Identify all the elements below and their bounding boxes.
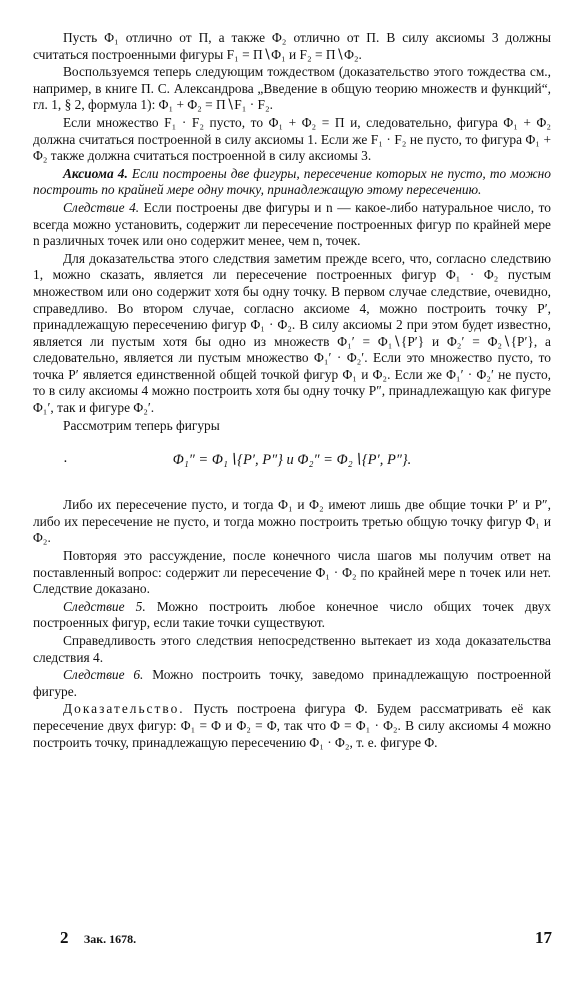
corollary-4	[33, 200, 551, 250]
page-body	[33, 30, 551, 752]
corollary-4-text: Если построены две фигуры и n — какое-либо натуральное число, то всегда можно установить, содержит ли пересечение построенных фигур по крайней мере n различных точек или оно содержит менее, чем n, точек.	[33, 199, 551, 249]
formula-bullet: ·	[63, 454, 68, 471]
page-number: 17	[535, 928, 552, 947]
formula-text: Φ₁″ = Φ₁∖{P′, P″} и Φ₂″ = Φ₂∖{P′, P″}.	[172, 452, 412, 469]
order-number: Зак. 1678.	[83, 932, 137, 946]
signature-number: 2	[60, 928, 69, 947]
corollary-4-proof: Для доказательства этого следствия заметим прежде всего, что, согласно следствию 1, можно сказать, является ли пересечение построенных фигур Φ₁ · Φ₂ пустым множеством или оно содержит хотя бы одну точку. В первом случае следствие, очевидно, справедливо. Во втором случае, согласно аксиоме 4, можно построить точку P′, принадлежащую пересечению фигур Φ₁ · Φ₂. В силу аксиомы 2 при этом будет известно, является ли пустым хотя бы одно из множеств Φ₁′ = Φ₁∖{P′} и Φ₂′ = Φ₂∖{P′}, а следовательно, является ли пустым множество Φ₁′ · Φ₂′. Если это множество пусто, то точка P′ является единственной общей точкой фигур Φ₁ и Φ₂. Если же Φ₁′ · Φ₂′ не пусто, то в силу аксиомы 4 можно построить хотя бы одну точку P″, принадлежащую как фигуре Φ₁′, так и фигуре Φ₂′.	[33, 250, 551, 416]
axiom-4-label: Аксиома 4.	[63, 165, 128, 181]
paragraph-empty-case: Если множество F₁ · F₂ пусто, то Φ₁ + Φ₂ = Π и, следовательно, фигура Φ₁ + Φ₂ должна считаться построенной в силу аксиомы 1. Если же F₁ · F₂ не пусто, то фигура Φ₁ + Φ₂ также должна считаться построенной в силу аксиомы 3.	[33, 114, 551, 164]
paragraph-identity: Воспользуемся теперь следующим тождеством (доказательство этого тождества см., например, в книге П. С. Александрова „Введение в общую теорию множеств и функций“, гл. 1, § 2, формула 1): Φ₁ + Φ₂ = Π∖F₁ · F₂.	[33, 64, 551, 113]
paragraph-repeat: Повторяя это рассуждение, после конечного числа шагов мы получим ответ на поставленный вопрос: содержит ли пересечение Φ₁ · Φ₂ по крайней мере n точек или нет. Следствие доказано.	[33, 548, 551, 597]
corollary-4-label: Следствие 4.	[63, 199, 140, 215]
proof-6-label: Доказательство.	[63, 701, 185, 717]
paragraph-after-formula: Либо их пересечение пусто, и тогда Φ₁ и Φ₂ имеют лишь две общие точки P′ и P″, либо их пересечение не пусто, и тогда можно построить третью общую точку фигур Φ₁ и Φ₂.	[33, 497, 551, 546]
corollary-6-proof	[33, 701, 551, 751]
corollary-6-text: Можно построить точку, заведомо принадлежащую построенной фигуре.	[33, 667, 551, 699]
axiom-4-text: Если построены две фигуры, пересечение которых не пусто, то можно построить по крайней мере одну точку, принадлежащую этому пересечению.	[33, 165, 551, 198]
paragraph-validity: Справедливость этого следствия непосредственно вытекает из хода доказательства следствия 4.	[33, 633, 551, 665]
display-formula	[33, 452, 551, 469]
paragraph-phi-differs: Пусть Φ₁ отлично от Π, а также Φ₂ отлично от Π. В силу аксиомы 3 должны считаться построенными фигуры F₁ = Π∖Φ₁ и F₂ = Π∖Φ₂.	[33, 30, 551, 62]
corollary-6-label: Следствие 6.	[63, 667, 144, 683]
corollary-6	[33, 667, 551, 700]
corollary-5-text: Можно построить любое конечное число общих точек двух построенных фигур, если такие точки существуют.	[33, 598, 551, 631]
corollary-5-label: Следствие 5.	[63, 598, 146, 614]
footer-signature	[60, 928, 136, 948]
consider-figures: Рассмотрим теперь фигуры	[63, 417, 220, 433]
proof-6-text: Пусть построена фигура Φ. Будем рассматривать её как пересечение двух фигур: Φ₁ = Φ и Φ₂ = Φ, так что Φ = Φ₁ · Φ₂. В силу аксиомы 4 можно построить точку, принадлежащую пересечению Φ₁ · Φ₂, т. е. фигуре Φ.	[33, 701, 551, 750]
corollary-5	[33, 599, 551, 632]
axiom-4	[33, 166, 551, 199]
